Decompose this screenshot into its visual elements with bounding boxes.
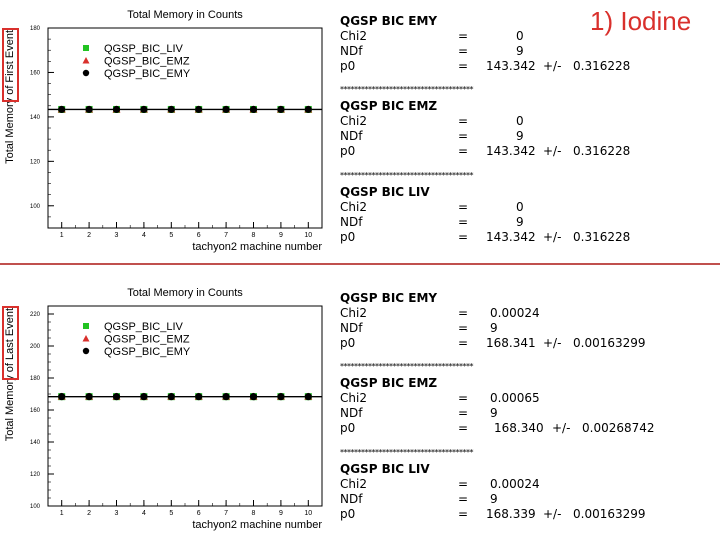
fit-equals: = — [458, 200, 469, 214]
fit-param-label: Chi2 — [340, 29, 367, 43]
fit-param-label: Chi2 — [340, 114, 367, 128]
x-tick-label: 1 — [59, 232, 64, 239]
fit-param-label: NDf — [340, 406, 363, 420]
point-qgsp_bic_emy — [113, 393, 120, 400]
fit-param-label: p0 — [340, 507, 356, 521]
fit-param-label: NDf — [340, 129, 363, 143]
point-qgsp_bic_emy — [168, 106, 175, 113]
fit-param-label: p0 — [340, 336, 356, 350]
legend-label: QGSP_BIC_EMY — [104, 346, 191, 358]
fit-row — [340, 215, 720, 230]
fit-param-value: 0.00065 — [490, 391, 540, 405]
fit-plus-minus: +/- — [543, 336, 562, 350]
fit-block-title: QGSP BIC EMY — [340, 14, 438, 28]
y-tick-label: 160 — [29, 408, 40, 414]
fit-block-title: QGSP BIC EMZ — [340, 99, 438, 113]
x-tick-label: 9 — [278, 232, 283, 239]
point-qgsp_bic_emy — [113, 106, 120, 113]
y-axis-label: Total Memory of First Event — [4, 30, 16, 164]
ylabel-highlight-first — [2, 28, 19, 102]
chart-last-event — [0, 278, 335, 540]
fit-param-error: 0.316228 — [573, 59, 631, 73]
x-tick-label: 2 — [87, 232, 92, 239]
fit-param-error: 0.00163299 — [573, 507, 646, 521]
x-axis-label: tachyon2 machine number — [192, 519, 322, 531]
point-qgsp_bic_emy — [305, 106, 312, 113]
fit-equals: = — [458, 29, 469, 43]
y-tick-label: 180 — [29, 376, 40, 382]
chart-title: Total Memory in Counts — [127, 287, 243, 299]
fit-equals: = — [458, 306, 469, 320]
x-tick-label: 4 — [141, 232, 146, 239]
fit-results-first — [338, 0, 720, 262]
fit-row — [340, 492, 720, 507]
fit-param-value: 9 — [490, 321, 498, 335]
x-tick-label: 7 — [224, 510, 229, 517]
fit-plus-minus: +/- — [543, 59, 562, 73]
point-qgsp_bic_emy — [58, 393, 65, 400]
x-tick-label: 3 — [114, 232, 119, 239]
chart-first-event-svg — [0, 0, 335, 262]
fit-param-label: p0 — [340, 59, 356, 73]
fit-param-label: NDf — [340, 492, 363, 506]
fit-block-title: QGSP BIC LIV — [340, 185, 430, 199]
section-divider — [0, 263, 720, 265]
fit-row — [340, 421, 720, 436]
y-tick-label: 220 — [29, 312, 40, 318]
x-tick-label: 8 — [251, 232, 256, 239]
y-tick-label: 100 — [29, 203, 40, 210]
fit-row — [340, 477, 720, 492]
fit-param-value: 143.342 — [486, 59, 536, 73]
y-tick-label: 100 — [29, 504, 40, 510]
fit-row — [340, 44, 720, 59]
fit-param-label: p0 — [340, 144, 356, 158]
point-qgsp_bic_emy — [86, 393, 93, 400]
fit-param-error: 0.316228 — [573, 144, 631, 158]
fit-row — [340, 59, 720, 74]
y-tick-label: 120 — [29, 159, 40, 166]
fit-row — [340, 230, 720, 245]
separator-line: ************************************** — [340, 362, 473, 371]
separator-line: ************************************** — [340, 171, 473, 180]
ylabel-highlight-last — [2, 306, 19, 380]
fit-equals: = — [458, 230, 469, 244]
fit-row — [340, 29, 720, 44]
x-tick-label: 5 — [169, 510, 174, 517]
fit-equals: = — [458, 215, 469, 229]
point-qgsp_bic_emy — [250, 393, 257, 400]
fit-row — [340, 129, 720, 144]
x-tick-label: 4 — [141, 510, 146, 517]
separator-line: ************************************** — [340, 85, 473, 94]
fit-equals: = — [458, 406, 469, 420]
fit-row — [340, 321, 720, 336]
y-tick-label: 120 — [29, 472, 40, 478]
page-title: 1) Iodine — [590, 6, 692, 36]
chart-title: Total Memory in Counts — [127, 9, 243, 21]
fit-equals: = — [458, 144, 469, 158]
fit-param-label: p0 — [340, 421, 356, 435]
fit-param-label: Chi2 — [340, 391, 367, 405]
fit-param-label: NDf — [340, 215, 363, 229]
fit-param-value: 143.342 — [486, 144, 536, 158]
point-qgsp_bic_emy — [223, 106, 230, 113]
x-axis-label: tachyon2 machine number — [192, 241, 322, 253]
fit-results-last — [338, 277, 720, 539]
x-tick-label: 10 — [304, 232, 313, 239]
point-qgsp_bic_emy — [140, 393, 147, 400]
legend-marker-circle — [83, 348, 89, 354]
fit-equals: = — [458, 114, 469, 128]
fit-param-value: 0 — [516, 114, 524, 128]
fit-param-value: 0 — [516, 29, 524, 43]
fit-param-value: 9 — [516, 44, 524, 58]
x-tick-label: 9 — [278, 510, 283, 517]
point-qgsp_bic_emy — [58, 106, 65, 113]
point-qgsp_bic_emy — [277, 106, 284, 113]
legend-marker-circle — [83, 70, 89, 76]
fit-param-value: 168.341 — [486, 336, 536, 350]
point-qgsp_bic_emy — [305, 393, 312, 400]
fit-param-value: 0.00024 — [490, 306, 540, 320]
chart-first-event — [0, 0, 335, 262]
fit-block-title: QGSP BIC EMY — [340, 291, 438, 305]
fit-param-value: 168.339 — [486, 507, 536, 521]
fit-param-label: Chi2 — [340, 477, 367, 491]
point-qgsp_bic_emy — [140, 106, 147, 113]
y-tick-label: 180 — [29, 26, 40, 32]
x-tick-label: 6 — [196, 510, 201, 517]
fit-param-value: 9 — [490, 492, 498, 506]
fit-block-title: QGSP BIC LIV — [340, 462, 430, 476]
fit-row — [340, 507, 720, 522]
fit-param-value: 9 — [516, 129, 524, 143]
legend-label: QGSP_BIC_EMZ — [104, 333, 190, 346]
fit-param-error: 0.316228 — [573, 230, 631, 244]
fit-plus-minus: +/- — [552, 421, 571, 435]
point-qgsp_bic_emy — [86, 106, 93, 113]
legend-label: QGSP_BIC_LIV — [104, 321, 183, 333]
fit-param-value: 9 — [490, 406, 498, 420]
fit-row — [340, 336, 720, 351]
x-tick-label: 5 — [169, 232, 174, 239]
fit-block-title: QGSP BIC EMZ — [340, 376, 438, 390]
fit-row — [340, 306, 720, 321]
point-qgsp_bic_emy — [168, 393, 175, 400]
fit-param-label: Chi2 — [340, 200, 367, 214]
fit-row — [340, 144, 720, 159]
legend-label: QGSP_BIC_LIV — [104, 43, 183, 55]
fit-equals: = — [458, 507, 469, 521]
fit-row — [340, 114, 720, 129]
fit-equals: = — [458, 59, 469, 73]
y-tick-label: 200 — [29, 344, 40, 350]
fit-param-label: p0 — [340, 230, 356, 244]
fit-plus-minus: +/- — [543, 507, 562, 521]
fit-row — [340, 200, 720, 215]
separator-line: ************************************** — [340, 448, 473, 457]
point-qgsp_bic_emy — [250, 106, 257, 113]
x-tick-label: 6 — [196, 232, 201, 239]
point-qgsp_bic_emy — [195, 106, 202, 113]
fit-param-value: 9 — [516, 215, 524, 229]
chart-last-event-svg — [0, 278, 335, 540]
fit-param-label: Chi2 — [340, 306, 367, 320]
x-tick-label: 3 — [114, 510, 119, 517]
point-qgsp_bic_emy — [223, 393, 230, 400]
fit-param-value: 143.342 — [486, 230, 536, 244]
legend-marker-square — [83, 323, 89, 329]
y-tick-label: 160 — [29, 70, 40, 77]
x-tick-label: 10 — [304, 510, 313, 517]
fit-equals: = — [458, 336, 469, 350]
x-tick-label: 1 — [59, 510, 64, 517]
x-tick-label: 7 — [224, 232, 229, 239]
fit-param-error: 0.00163299 — [573, 336, 646, 350]
point-qgsp_bic_emy — [195, 393, 202, 400]
fit-equals: = — [458, 321, 469, 335]
fit-equals: = — [458, 44, 469, 58]
legend-marker-square — [83, 45, 89, 51]
fit-param-label: NDf — [340, 44, 363, 58]
fit-equals: = — [458, 477, 469, 491]
fit-row — [340, 406, 720, 421]
fit-param-label: NDf — [340, 321, 363, 335]
fit-plus-minus: +/- — [543, 144, 562, 158]
x-tick-label: 8 — [251, 510, 256, 517]
fit-param-error: 0.00268742 — [582, 421, 655, 435]
y-axis-label: Total Memory of Last Event — [4, 308, 16, 442]
legend-label: QGSP_BIC_EMY — [104, 68, 191, 80]
legend-label: QGSP_BIC_EMZ — [104, 55, 190, 68]
y-tick-label: 140 — [29, 440, 40, 446]
fit-equals: = — [458, 129, 469, 143]
fit-equals: = — [458, 421, 469, 435]
y-tick-label: 140 — [29, 114, 40, 121]
fit-equals: = — [458, 492, 469, 506]
point-qgsp_bic_emy — [277, 393, 284, 400]
x-tick-label: 2 — [87, 510, 92, 517]
fit-param-value: 0 — [516, 200, 524, 214]
fit-param-value: 168.340 — [494, 421, 544, 435]
fit-equals: = — [458, 391, 469, 405]
fit-param-value: 0.00024 — [490, 477, 540, 491]
fit-plus-minus: +/- — [543, 230, 562, 244]
fit-row — [340, 391, 720, 406]
